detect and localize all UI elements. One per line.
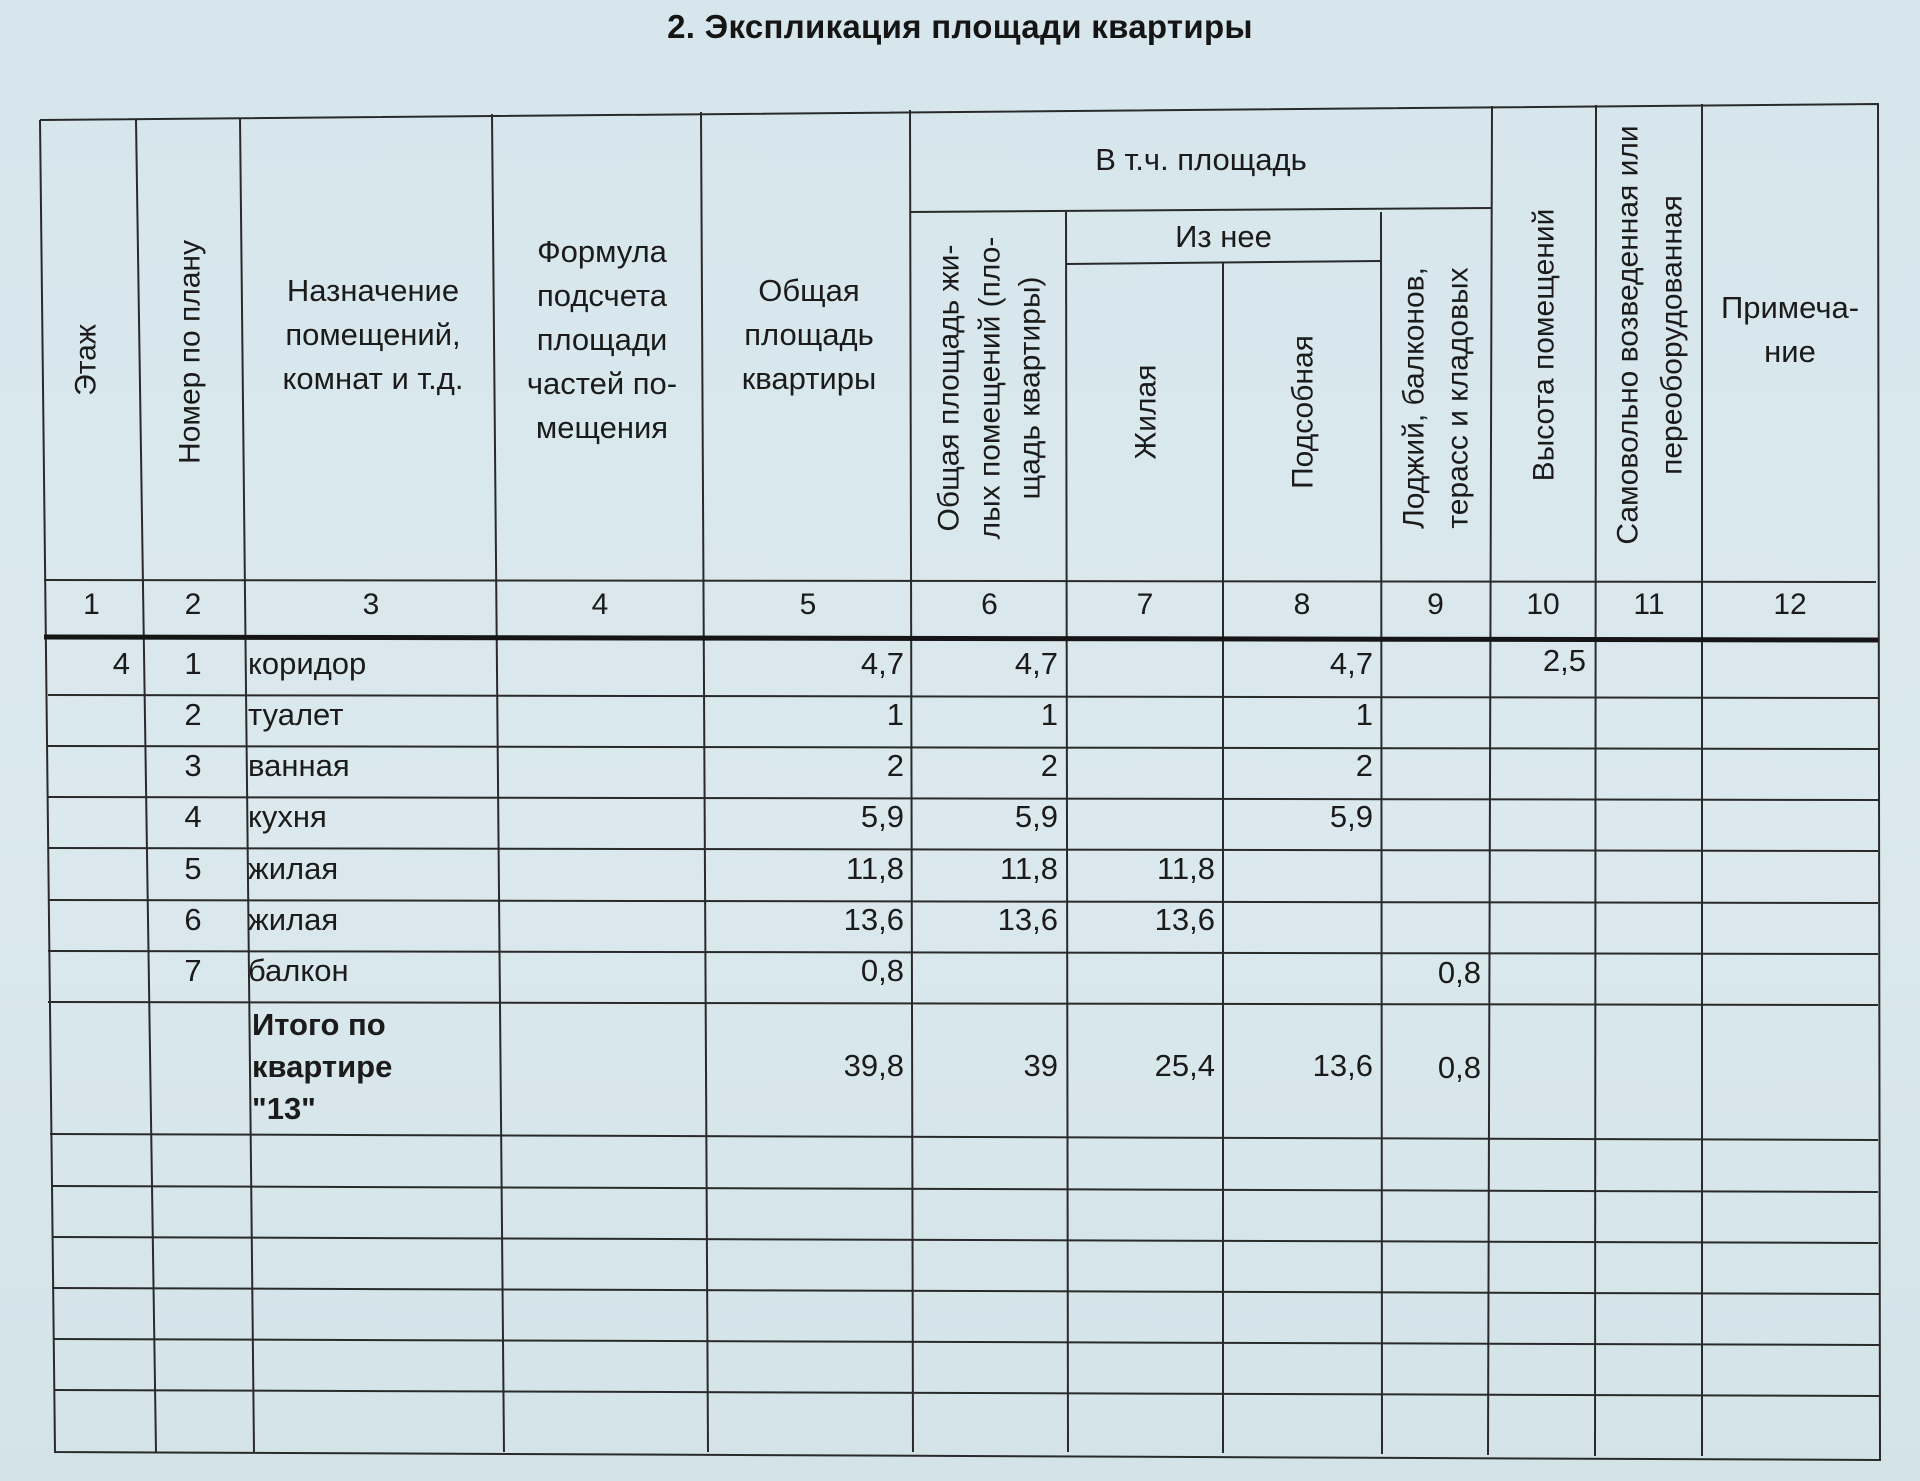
total-area-cell: 11,8: [845, 851, 904, 886]
total-area-cell: 5,9: [860, 799, 904, 834]
living-premises-area-cell: 11,8: [999, 851, 1058, 886]
totals-living-area: 25,4: [1154, 1048, 1215, 1083]
room-name-cell: ванная: [248, 748, 350, 783]
totals-label: Итого по квартире "13": [252, 1007, 393, 1127]
column-number: 8: [1293, 588, 1311, 621]
header-purpose: Назначение помещений, комнат и т.д.: [282, 272, 464, 396]
column-number: 3: [362, 588, 380, 621]
header-auxiliary: Подсобная: [1286, 335, 1320, 489]
room-name-cell: кухня: [248, 799, 327, 834]
column-number: 7: [1136, 588, 1154, 621]
column-number: 1: [83, 588, 100, 621]
floor-cell: 4: [112, 646, 130, 681]
column-number: 12: [1773, 588, 1807, 621]
header-total-living-premises: Общая площадь жи-лых помещений (пло-щадь квартиры): [932, 236, 1047, 540]
total-area-cell: 4,7: [860, 646, 904, 681]
plan-number-cell: 3: [184, 748, 202, 783]
living-premises-area-cell: 2: [1040, 748, 1058, 783]
header-floor: Этаж: [69, 324, 103, 396]
header-living: Жилая: [1129, 364, 1163, 460]
living-premises-area-cell: 4,7: [1014, 646, 1058, 681]
header-plan-number: Номер по плану: [173, 240, 207, 464]
auxiliary-area-cell: 5,9: [1329, 799, 1373, 834]
totals-loggia-area: 0,8: [1437, 1050, 1481, 1085]
totals-auxiliary-area: 13,6: [1312, 1048, 1373, 1083]
column-number: 11: [1633, 588, 1665, 621]
plan-number-cell: 2: [184, 697, 202, 732]
totals-total-area: 39,8: [843, 1048, 904, 1083]
header-height: Высота помещений: [1527, 208, 1561, 482]
room-name-cell: балкон: [248, 953, 349, 988]
room-name-cell: туалет: [248, 697, 344, 732]
loggia-area-cell: 0,8: [1437, 955, 1481, 990]
totals-living-premises-area: 39: [1023, 1048, 1058, 1083]
column-number: 2: [184, 588, 202, 621]
header-loggias: Лоджий, балконов, терасс и кладовых: [1397, 267, 1474, 529]
living-area-cell: 11,8: [1156, 851, 1215, 886]
plan-number-cell: 6: [184, 902, 202, 937]
page-title: 2. Экспликация площади квартиры: [667, 8, 1253, 45]
living-area-cell: 13,6: [1154, 902, 1215, 937]
plan-number-cell: 7: [184, 953, 202, 988]
room-name-cell: жилая: [248, 851, 339, 886]
header-unauthorized: Самовольно возведенная или переоборудованная: [1611, 125, 1688, 545]
column-number: 10: [1526, 588, 1560, 621]
header-note: Примеча-ние: [1720, 289, 1860, 369]
header-of-which: Из нее: [1175, 218, 1272, 254]
header-total-area: Общая площадь квартиры: [741, 272, 877, 397]
column-number: 6: [981, 588, 998, 621]
column-number: 4: [591, 588, 609, 621]
total-area-cell: 0,8: [860, 953, 904, 988]
living-premises-area-cell: 13,6: [997, 902, 1058, 937]
header-including-area: В т.ч. площадь: [1095, 141, 1307, 177]
auxiliary-area-cell: 2: [1355, 748, 1373, 783]
room-name-cell: жилая: [248, 902, 339, 937]
total-area-cell: 1: [886, 697, 904, 732]
column-number: 5: [799, 588, 817, 621]
column-number: 9: [1427, 588, 1444, 621]
total-area-cell: 13,6: [843, 902, 904, 937]
height-cell: 2,5: [1542, 643, 1586, 678]
plan-number-cell: 5: [184, 851, 202, 886]
auxiliary-area-cell: 1: [1355, 697, 1373, 732]
living-premises-area-cell: 1: [1040, 697, 1058, 732]
plan-number-cell: 4: [184, 799, 202, 834]
room-name-cell: коридор: [248, 646, 367, 681]
header-formula: Формула подсчета площади частей по-мещения: [526, 233, 678, 446]
auxiliary-area-cell: 4,7: [1329, 646, 1373, 681]
total-area-cell: 2: [886, 748, 904, 783]
living-premises-area-cell: 5,9: [1014, 799, 1058, 834]
plan-number-cell: 1: [184, 646, 202, 681]
